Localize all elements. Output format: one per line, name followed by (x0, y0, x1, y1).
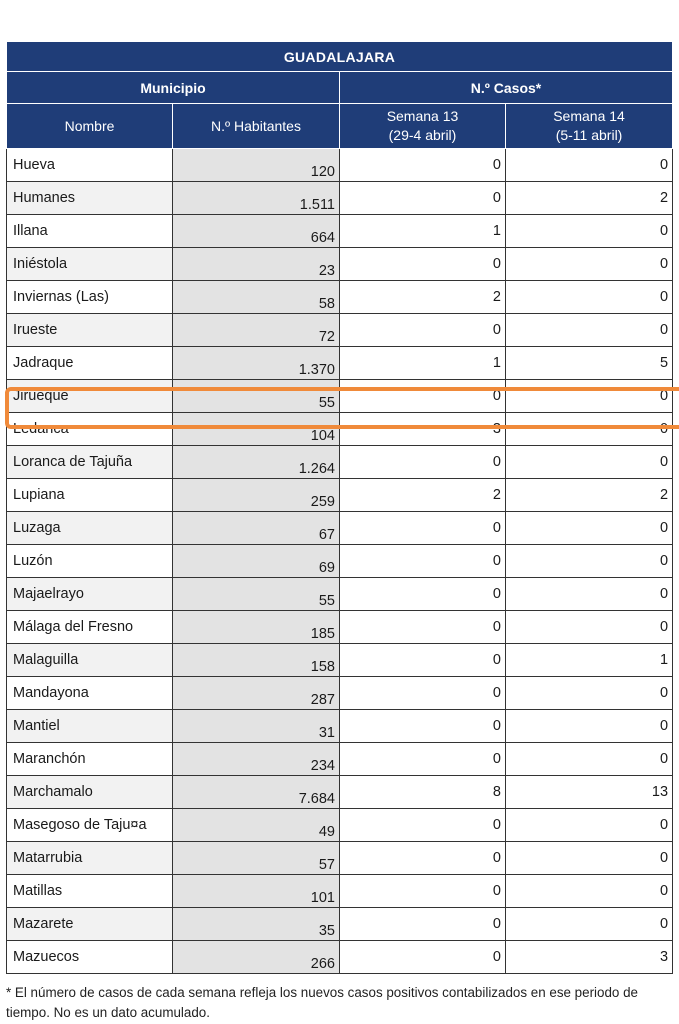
cell-semana13: 0 (340, 182, 506, 215)
cell-habitantes: 266 (173, 941, 340, 974)
cell-semana14: 1 (506, 644, 673, 677)
cell-semana14: 0 (506, 908, 673, 941)
cell-habitantes: 1.264 (173, 446, 340, 479)
cell-semana14: 0 (506, 215, 673, 248)
cell-nombre: Málaga del Fresno (7, 611, 173, 644)
cell-habitantes: 234 (173, 743, 340, 776)
table-row (7, 875, 673, 908)
cell-nombre: Inviernas (Las) (7, 281, 173, 314)
cell-semana14: 13 (506, 776, 673, 809)
table-row (7, 743, 673, 776)
table-row (7, 545, 673, 578)
cell-semana14: 0 (506, 710, 673, 743)
table-row (7, 941, 673, 974)
table-row (7, 578, 673, 611)
cell-habitantes: 58 (173, 281, 340, 314)
cell-semana14: 0 (506, 314, 673, 347)
cell-nombre: Matarrubia (7, 842, 173, 875)
cell-habitantes: 1.370 (173, 347, 340, 380)
cell-nombre: Luzaga (7, 512, 173, 545)
cell-semana14: 0 (506, 149, 673, 182)
cell-habitantes: 1.511 (173, 182, 340, 215)
table-row (7, 644, 673, 677)
cell-semana13: 0 (340, 611, 506, 644)
table-row (7, 842, 673, 875)
table-row (7, 512, 673, 545)
table-row (7, 149, 673, 182)
cell-nombre: Iniéstola (7, 248, 173, 281)
cell-semana13: 0 (340, 149, 506, 182)
table-row (7, 908, 673, 941)
cell-habitantes: 67 (173, 512, 340, 545)
cell-semana14: 0 (506, 413, 673, 446)
cell-nombre: Illana (7, 215, 173, 248)
cell-habitantes: 49 (173, 809, 340, 842)
cell-semana14: 3 (506, 941, 673, 974)
cell-nombre: Mantiel (7, 710, 173, 743)
cell-nombre: Malaguilla (7, 644, 173, 677)
cell-nombre: Mazarete (7, 908, 173, 941)
cell-nombre: Hueva (7, 149, 173, 182)
cell-nombre: Masegoso de Taju¤a (7, 809, 173, 842)
cell-habitantes: 35 (173, 908, 340, 941)
cell-semana13: 0 (340, 677, 506, 710)
cell-habitantes: 259 (173, 479, 340, 512)
cell-semana13: 3 (340, 413, 506, 446)
column-header-semana13 (340, 104, 506, 149)
semana14-dates: (5-11 abril) (555, 127, 623, 143)
cell-semana13: 2 (340, 281, 506, 314)
cell-semana13: 2 (340, 479, 506, 512)
cell-semana14: 2 (506, 182, 673, 215)
cell-semana13: 0 (340, 941, 506, 974)
cell-semana13: 0 (340, 446, 506, 479)
cell-habitantes: 158 (173, 644, 340, 677)
cell-nombre: Maranchón (7, 743, 173, 776)
table-row (7, 215, 673, 248)
cell-semana14: 0 (506, 512, 673, 545)
cell-habitantes: 57 (173, 842, 340, 875)
cell-semana14: 0 (506, 677, 673, 710)
cell-semana13: 0 (340, 380, 506, 413)
cell-habitantes: 287 (173, 677, 340, 710)
table-row (7, 248, 673, 281)
semana13-label: Semana 13 (386, 108, 459, 124)
cell-semana14: 0 (506, 611, 673, 644)
table-row (7, 479, 673, 512)
cell-semana13: 0 (340, 578, 506, 611)
semana13-dates: (29-4 abril) (388, 127, 457, 143)
cell-habitantes: 55 (173, 380, 340, 413)
cell-habitantes: 104 (173, 413, 340, 446)
cell-semana13: 0 (340, 545, 506, 578)
cell-nombre: Loranca de Tajuña (7, 446, 173, 479)
cell-semana14: 0 (506, 545, 673, 578)
column-header-nombre: Nombre (7, 104, 173, 149)
cases-table (6, 41, 673, 974)
footnote: * El número de casos de cada semana refleja los nuevos casos positivos contabilizados en ese periodo de tiempo. No es un dato acumulado. (6, 985, 638, 1020)
table-row (7, 314, 673, 347)
cell-habitantes: 7.684 (173, 776, 340, 809)
cell-semana14: 0 (506, 743, 673, 776)
cell-nombre: Mandayona (7, 677, 173, 710)
cases-table-container (6, 41, 672, 974)
cell-habitantes: 185 (173, 611, 340, 644)
cell-semana13: 1 (340, 215, 506, 248)
table-row (7, 710, 673, 743)
cell-nombre: Humanes (7, 182, 173, 215)
cell-habitantes: 23 (173, 248, 340, 281)
cell-semana14: 0 (506, 380, 673, 413)
cell-semana14: 0 (506, 248, 673, 281)
group-header-casos: N.º Casos* (340, 72, 673, 104)
cell-nombre: Irueste (7, 314, 173, 347)
column-header-habitantes: N.º Habitantes (173, 104, 340, 149)
table-title: GUADALAJARA (7, 42, 673, 72)
cell-semana14: 0 (506, 446, 673, 479)
cell-semana13: 8 (340, 776, 506, 809)
table-row (7, 776, 673, 809)
table-row (7, 611, 673, 644)
cell-nombre: Majaelrayo (7, 578, 173, 611)
cell-nombre: Matillas (7, 875, 173, 908)
group-header-municipio: Municipio (7, 72, 340, 104)
cell-nombre: Jadraque (7, 347, 173, 380)
cell-semana14: 0 (506, 875, 673, 908)
cell-semana13: 1 (340, 347, 506, 380)
cell-habitantes: 55 (173, 578, 340, 611)
column-header-semana14 (506, 104, 673, 149)
cell-semana13: 0 (340, 842, 506, 875)
cell-semana14: 0 (506, 578, 673, 611)
cell-semana14: 2 (506, 479, 673, 512)
table-row (7, 347, 673, 380)
highlight-box-jadraque (5, 387, 679, 429)
cell-nombre: Ledanca (7, 413, 173, 446)
cell-semana13: 0 (340, 743, 506, 776)
cell-habitantes: 120 (173, 149, 340, 182)
cell-habitantes: 72 (173, 314, 340, 347)
cell-semana13: 0 (340, 644, 506, 677)
cell-semana13: 0 (340, 248, 506, 281)
cell-semana13: 0 (340, 809, 506, 842)
table-row (7, 281, 673, 314)
cell-habitantes: 101 (173, 875, 340, 908)
cell-semana13: 0 (340, 908, 506, 941)
cell-habitantes: 69 (173, 545, 340, 578)
cell-habitantes: 31 (173, 710, 340, 743)
cell-semana13: 0 (340, 875, 506, 908)
cell-semana14: 0 (506, 842, 673, 875)
table-body (7, 149, 673, 974)
cell-nombre: Lupiana (7, 479, 173, 512)
cell-semana14: 5 (506, 347, 673, 380)
table-row (7, 809, 673, 842)
cell-nombre: Marchamalo (7, 776, 173, 809)
cell-semana14: 0 (506, 809, 673, 842)
table-row (7, 446, 673, 479)
table-row (7, 677, 673, 710)
cell-semana13: 0 (340, 710, 506, 743)
semana14-label: Semana 14 (553, 108, 625, 124)
cell-nombre: Jirueque (7, 380, 173, 413)
cell-semana14: 0 (506, 281, 673, 314)
cell-nombre: Mazuecos (7, 941, 173, 974)
cell-habitantes: 664 (173, 215, 340, 248)
cell-semana13: 0 (340, 512, 506, 545)
table-row (7, 182, 673, 215)
cell-nombre: Luzón (7, 545, 173, 578)
cell-semana13: 0 (340, 314, 506, 347)
